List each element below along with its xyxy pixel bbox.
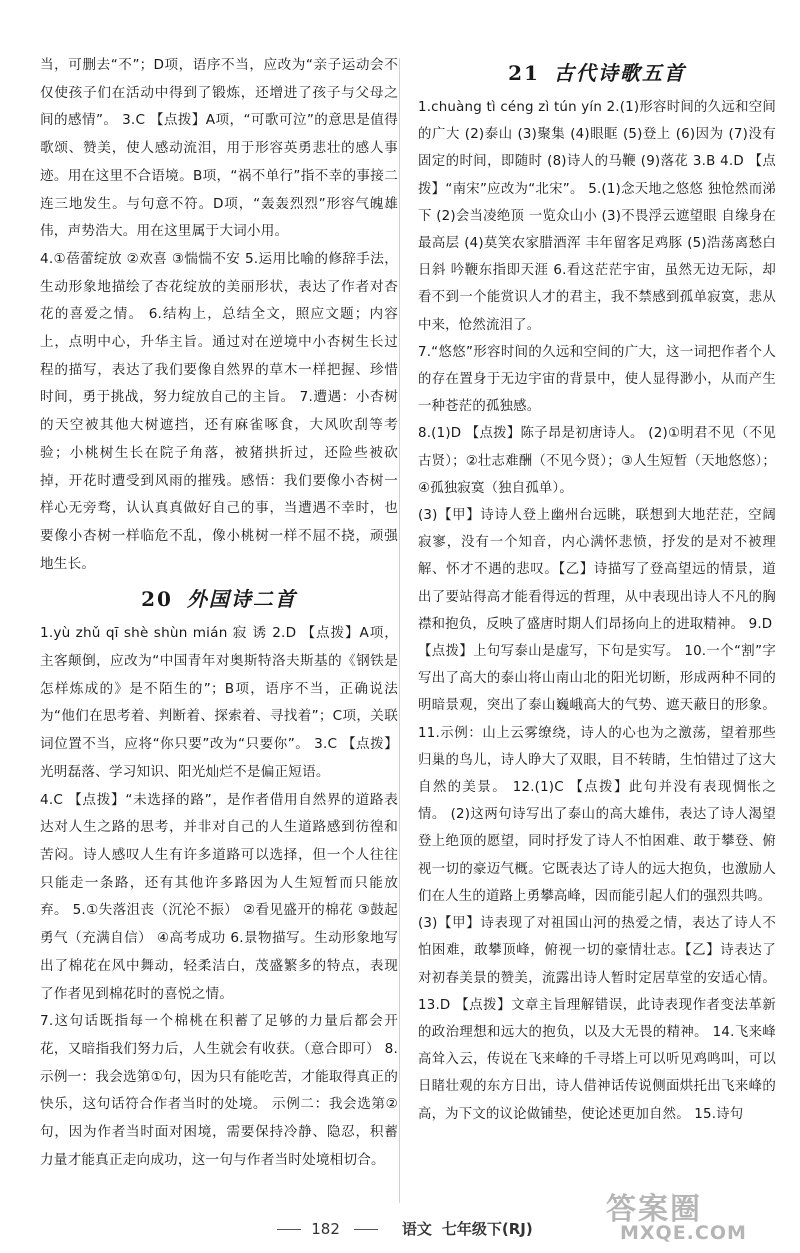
answer-paragraph: 当，可删去“不”；D项，语序不当，应改为“亲子运动会不仅使孩子们在活动中得到了锻炼，还增进了孩子与父母之间的感情”。 3.C 【点拨】A项，“可歌可泣”的意思是值得歌颂、赞美，使人感动流泪，用于形容英勇悲壮的感人事迹。用在这里不合语境。B项，“祸不单行”指不幸的事接二连三地发生。与句意不符。D项，“轰轰烈烈”形容气魄雄伟，声势浩大。用在这里属于大词小用。: [40, 57, 398, 240]
answer-paragraph: 4.①蓓蕾绽放 ②欢喜 ③惴惴不安 5.运用比喻的修辞手法，生动形象地描绘了杏花绽放的美丽形状，表达了作者对杏花的喜爱之情。 6.结构上，总结全文，照应文题；内容上，点明中心，升华主旨。通过对在逆境中小杏树生长过程的描写，表达了我们要像自然界的草木一样把握、珍惜时间，勇于挑战，努力绽放自己的主旨。 7.遭遇：小杏树的天空被其他大树遮挡，还有麻雀啄食，大风吹刮等考验；小桃树生长在院子角落，被猪拱折过，还险些被砍掉，开花时遭受到风雨的摧残。感悟：我们要像小杏树一样心无旁骛，认认真真做好自己的事，当遭遇不幸时，也要像小杏树一样临危不乱，像小桃树一样不屈不挠，顽强地生长。: [40, 250, 398, 572]
section-title: 外国诗二首: [186, 587, 297, 612]
section-heading-21: [418, 54, 776, 92]
footer-subject: 语文: [401, 1220, 432, 1238]
footer-dash-left: [277, 1229, 301, 1230]
site-watermark: [598, 1184, 794, 1246]
footer-dash-right: [354, 1229, 378, 1230]
footer-grade: 七年级下(RJ): [441, 1220, 533, 1238]
answer-paragraph: (3)【甲】诗表现了对祖国山河的热爱之情，表达了诗人不怕困难，敢攀顶峰，俯视一切的豪情壮志。【乙】诗表达了对初春美景的赞美，流露出诗人暂时定居草堂的安适心情。 13.D 【点拨】文章主旨理解错误，此诗表现作者变法革新的政治理想和远大的抱负，以及大无畏的精神。 14.飞来峰高耸入云，传说在飞来峰的千寻塔上可以听见鸡鸣叫，可以日睹壮观的东方日出，诗人借神话传说侧面烘托出飞来峰的高，为下文的议论做铺垫，使论述更加自然。 15.诗句: [418, 916, 776, 1122]
answer-paragraph: 1.chuàng tì céng zì tún yín 2.(1)形容时间的久远和空间的广大 (2)泰山 (3)聚集 (4)眼眶 (5)登上 (6)因为 (7)没有固定的时间，即随时 (8)诗人的马鞭 (9)落花 3.B 4.D 【点拨】“南宋”应改为“北宋”。 5.(1)念天地之悠悠 独怆然而涕下 (2)会当凌绝顶 一览众山小 (3)不畏浮云遮望眼 自缘身在最高层 (4)莫笑农家腊酒浑 丰年留客足鸡豚 (5)浩荡离愁白日斜 吟鞭东指即天涯 6.看这茫茫宇宙，虽然无边无际，却看不到一个能赏识人才的君主，我不禁感到孤单寂寞，悲从中来，怆然流泪了。: [418, 100, 776, 333]
answer-paragraph: (3)【甲】诗诗人登上幽州台远眺，联想到大地茫茫，空阔寂寥，没有一个知音，内心满怀悲愤，抒发的是对不被理解、怀才不遇的悲叹。【乙】诗描写了登高望远的情景，道出了要站得高才能看得远的哲理，从中表现出诗人不凡的胸襟和抱负，反映了盛唐时期人们昂扬向上的进取精神。 9.D: [418, 508, 776, 632]
answer-paragraph: 4.C 【点拨】“未选择的路”，是作者借用自然界的道路表达对人生之路的思考，并非对自己的人生道路感到彷徨和苦闷。诗人感叹人生有许多道路可以选择，但一个人往往只能走一条路，还有其他许多路因为人生短暂而只能放弃。 5.①失落沮丧（沉沦不振） ②看见盛开的棉花 ③鼓起勇气（充满自信） ④高考成功 6.景物描写。生动形象地写出了棉花在风中舞动，轻柔洁白，茂盛繁多的特点，表现了作者见到棉花时的喜悦之情。: [40, 791, 398, 1002]
answer-paragraph: 7.这句话既指每一个棉桃在积蓄了足够的力量后都会开花，又暗指我们努力后，人生就会有收获。（意合即可） 8.示例一：我会选第①句，因为只有能吃苦，才能取得真正的快乐，这句话符合作者当时的处境。 示例二：我会选第②句，因为作者当时面对困境，需要保持冷静、隐忍，积蓄力量才能真正走向成功，这一句与作者当时处境相切合。: [40, 1013, 398, 1168]
left-column: [40, 52, 398, 1174]
section-number: 20: [141, 587, 173, 612]
section-number: 21: [508, 61, 540, 85]
right-column: [418, 52, 776, 1128]
section-heading-20: [40, 580, 398, 618]
page-number: 182: [311, 1220, 340, 1238]
watermark-url: MXQE.COM: [620, 1222, 747, 1244]
answer-paragraph: 1.yù zhǔ qī shè shùn mián 寂 诱 2.D 【点拨】A项，主客颠倒，应改为“中国青年对奥斯特洛夫斯基的《钢铁是怎样炼成的》是不陌生的”；B项，语序不当，正确说法为“他们在思考着、判断着、探索着、寻找着”；C项，关联词位置不当，应将“你只要”改为“只要你”。 3.C 【点拨】光明磊落、学习知识、阳光灿烂不是偏正短语。: [40, 625, 398, 780]
answer-paragraph: 8.(1)D 【点拨】陈子昂是初唐诗人。 (2)①明君不见（不见古贤）；②壮志难酬（不见今贤）；③人生短暂（天地悠悠）；④孤独寂寞（独自孤单）。: [418, 426, 776, 496]
watermark-text: 答案圈: [606, 1192, 702, 1227]
section-title: 古代诗歌五首: [553, 61, 686, 85]
answer-paragraph: 【点拨】上句写泰山是虚写，下句是实写。 10.一个“割”字写出了高大的泰山将山南山北的阳光切断，形成两种不同的明暗景观，突出了泰山巍峨高大的气势、遮天蔽日的形象。 11.示例：山上云雾缭绕，诗人的心也为之激荡，望着那些归巢的鸟儿，诗人睁大了双眼，目不转睛，生怕错过了这大自然的美景。 12.(1)C 【点拨】此句并没有表现惆怅之情。 (2)这两句诗写出了泰山的高大雄伟，表达了诗人渴望登上绝顶的愿望，同时抒发了诗人不怕困难、敢于攀登、俯视一切的豪迈气概。它既表达了诗人的远大抱负，也激励人们在人生的道路上勇攀高峰，因而能引起人们的强烈共鸣。: [418, 644, 776, 904]
column-divider: [399, 58, 400, 1203]
answer-paragraph: 7.“悠悠”形容时间的久远和空间的广大，这一词把作者个人的存在置身于无边宇宙的背景中，使人显得渺小，从而产生一种苍茫的孤独感。: [418, 344, 776, 415]
